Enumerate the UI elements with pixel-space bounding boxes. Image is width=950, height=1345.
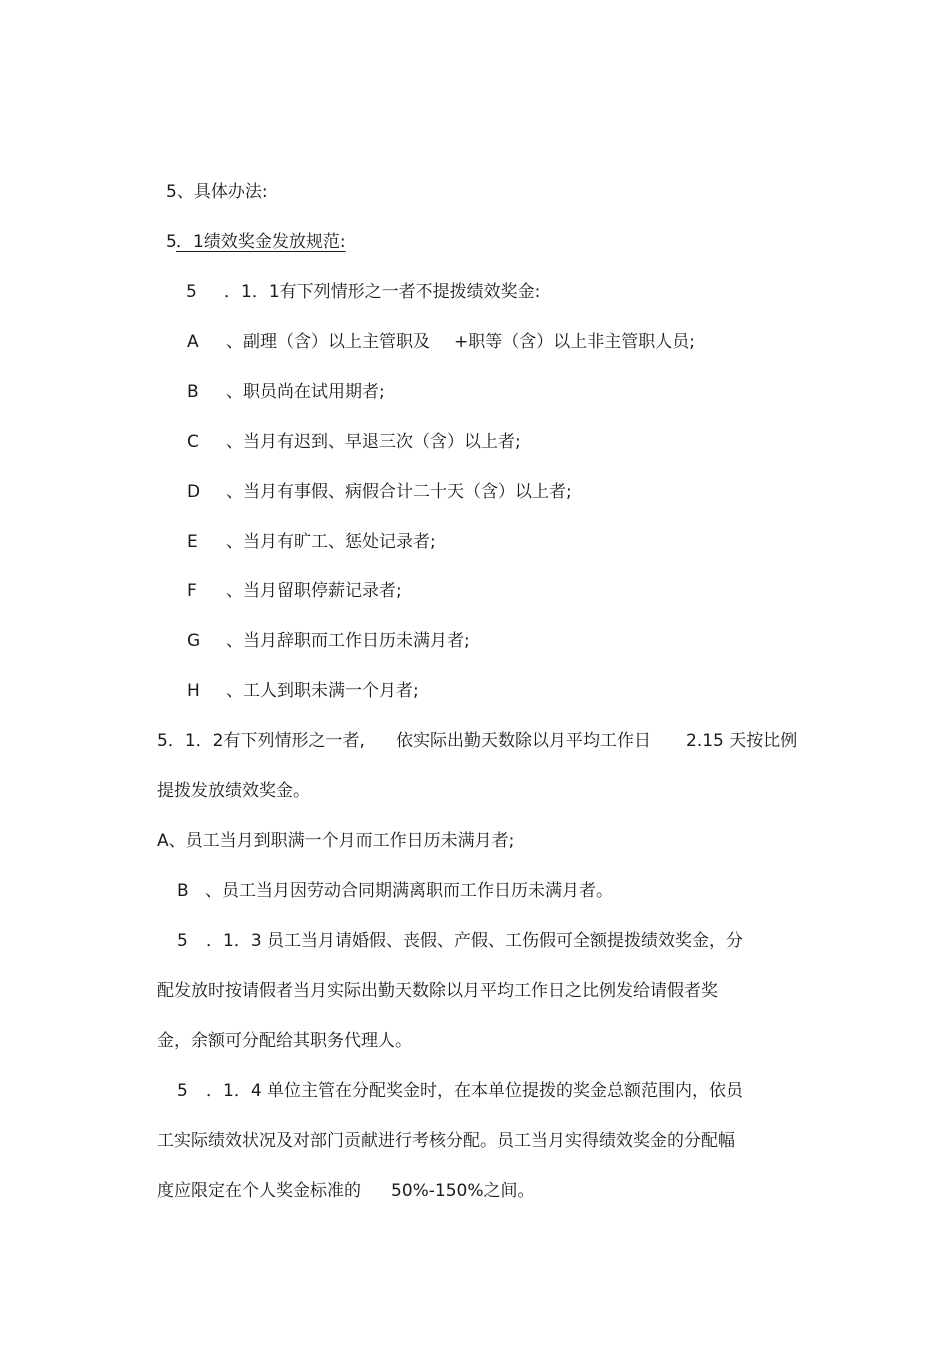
clause-5-1-4-text: ．1．4 单位主管在分配奖金时，在本单位提拨的奖金总额范围内，依员 xyxy=(206,1081,744,1101)
clause-5-1-2-text-days: 2.15 天按比例 xyxy=(686,731,798,751)
clause-5-1-1-text: ．1．1有下列情形之一者不提拨绩效奖金: xyxy=(224,282,541,302)
item-a-label: A xyxy=(187,332,199,352)
clause-5-1-2-item-a: A、员工当月到职满一个月而工作日历未满月者; xyxy=(157,831,515,851)
clause-5-1-2-text: 5．1．2有下列情形之一者, xyxy=(157,731,365,751)
item-g-label: G xyxy=(187,631,201,651)
item-a-text-cont: +职等（含）以上非主管职人员; xyxy=(454,332,695,352)
section-heading-5-1-title: ．1绩效奖金发放规范: xyxy=(176,232,346,252)
clause-5-1-3-text-line3: 金，余额可分配给其职务代理人。 xyxy=(157,1031,412,1051)
item-c-text: 、当月有迟到、早退三次（含）以上者; xyxy=(226,432,521,452)
item-f-text: 、当月留职停薪记录者; xyxy=(226,581,402,601)
clause-5-1-2-item-b-label: B xyxy=(177,881,189,901)
section-heading-5-1-number: 5 xyxy=(166,232,177,252)
item-a-text: 、副理（含）以上主管职及 xyxy=(226,332,430,352)
clause-5-1-3-text: ．1．3 员工当月请婚假、丧假、产假、工伤假可全额提拨绩效奖金，分 xyxy=(206,931,744,951)
clause-5-1-1-number: 5 xyxy=(186,282,197,302)
item-b-text: 、职员尚在试用期者; xyxy=(226,382,385,402)
clause-5-1-3-number: 5 xyxy=(177,931,188,951)
clause-5-1-2-item-b-text: 、员工当月因劳动合同期满离职而工作日历未满月者。 xyxy=(205,881,613,901)
item-f-label: F xyxy=(187,581,197,601)
clause-5-1-2-text-cont: 依实际出勤天数除以月平均工作日 xyxy=(396,731,651,751)
clause-5-1-2-text-end: 提拨发放绩效奖金。 xyxy=(157,781,310,801)
item-h-text: 、工人到职未满一个月者; xyxy=(226,681,419,701)
item-b-label: B xyxy=(187,382,199,402)
clause-5-1-4-percentage: 50%-150%之间。 xyxy=(391,1181,535,1201)
item-e-label: E xyxy=(187,532,198,552)
clause-5-1-4-number: 5 xyxy=(177,1081,188,1101)
item-g-text: 、当月辞职而工作日历未满月者; xyxy=(226,631,470,651)
section-heading-5: 5、具体办法: xyxy=(166,182,268,202)
item-d-text: 、当月有事假、病假合计二十天（含）以上者; xyxy=(226,482,572,502)
clause-5-1-4-text-line3: 度应限定在个人奖金标准的 xyxy=(157,1181,361,1201)
item-c-label: C xyxy=(187,432,199,452)
clause-5-1-3-text-line2: 配发放时按请假者当月实际出勤天数除以月平均工作日之比例发给请假者奖 xyxy=(157,981,718,1001)
clause-5-1-4-text-line2: 工实际绩效状况及对部门贡献进行考核分配。员工当月实得绩效奖金的分配幅 xyxy=(157,1131,735,1151)
item-d-label: D xyxy=(187,482,201,502)
item-e-text: 、当月有旷工、惩处记录者; xyxy=(226,532,436,552)
item-h-label: H xyxy=(187,681,200,701)
